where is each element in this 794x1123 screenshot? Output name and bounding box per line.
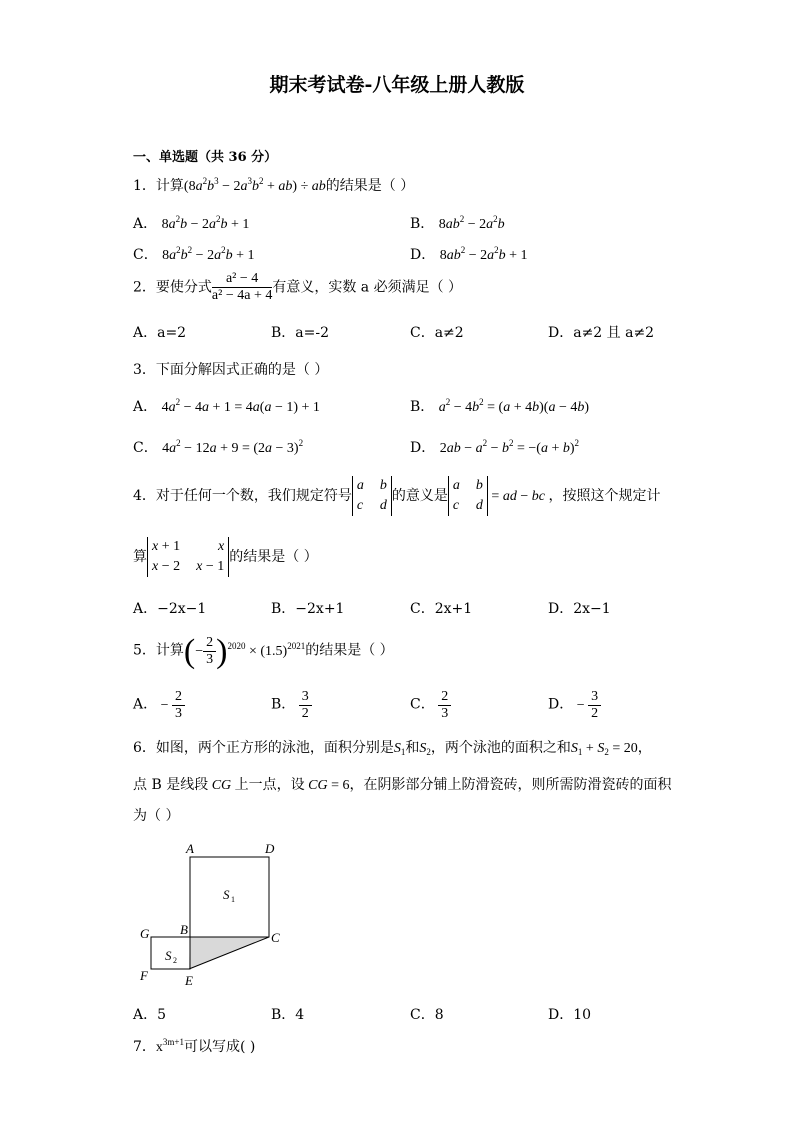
q4-option-d[interactable]: D．2x−1 [548,601,611,617]
q6-option-a[interactable]: A．5 [133,1007,167,1023]
square-s1 [190,857,269,937]
q4-determinant-symbol: a b c d [352,476,392,516]
q3-option-a[interactable]: A． $4a^2 - 4a + 1 = 4a(a - 1) + 1$ [133,397,320,415]
q5-expression: (− $\frac{2}{3}$ )$^{2020} \times (1.5)^{2021}$ [183,632,306,670]
q4-option-c[interactable]: C．2x+1 [410,601,473,617]
q5-option-b[interactable]: B． $\frac{3}{2}$ [271,689,312,722]
q2-fraction-numerator: a² − 4 [212,271,272,288]
q1-stem-post: 的结果是（ ） [325,178,415,194]
q1-option-b[interactable]: B． $8ab^2 - 2a^2b$ [410,214,505,232]
q7-exponent: 3m+1 [162,1037,184,1047]
question-5: 5．计算(− $\frac{2}{3}$ )$^{2020} \times (1.5)^{2021}$的结果是（ ） [133,632,394,670]
label-e: E [185,973,193,988]
q5-option-c[interactable]: C． $\frac{2}{3}$ [410,689,451,722]
q3-option-d[interactable]: D． $2ab - a^2 - b^2 = -(a + b)^2$ [410,438,580,456]
label-f: F [140,968,148,983]
q4-line-2: 算 x + 1 x x − 2 x − 1 的结果是（ ） [133,537,318,577]
q1-option-a[interactable]: A． $8a^2b - 2a^2b + 1$ [133,214,250,232]
label-s1-subscript: 1 [231,895,235,904]
q1-option-d[interactable]: D． $8ab^2 - 2a^2b + 1$ [410,245,528,263]
q4-option-b[interactable]: B．−2x+1 [271,601,345,617]
q6-option-b[interactable]: B．4 [271,1007,305,1023]
question-1 [133,175,414,195]
q4-determinant-expression: x + 1 x x − 2 x − 1 [147,537,229,577]
label-s2-subscript: 2 [173,956,177,965]
q5-option-a[interactable]: A． − $\frac{2}{3}$ [133,689,185,722]
q2-option-a[interactable]: A．a=2 [133,325,187,341]
label-d: D [265,841,275,856]
q6-pool-figure [130,838,290,998]
label-a: A [186,841,194,856]
section-heading: 一、单选题（共 36 分） [133,150,278,165]
q2-option-c[interactable]: C．a≠2 [410,325,464,341]
label-c: C [271,930,280,945]
question-3: 3．下面分解因式正确的是（ ） [133,362,329,378]
q5-option-d[interactable]: D． − $\frac{3}{2}$ [548,689,601,722]
label-s2: S [165,948,172,963]
q4-determinant-definition: a b c d [448,476,488,516]
question-6-line-3: 为（ ） [133,808,180,824]
q2-fraction [212,271,272,304]
label-b: B [180,922,188,937]
label-g: G [140,926,150,941]
question-6-line-1: 6．如图，两个正方形的泳池，面积分别是$S_1$和$S_2$，两个泳池的面积之和$S_1 + S_2 = 20$， [133,740,652,757]
q2-option-b[interactable]: B．a=-2 [271,325,330,341]
q3-option-c[interactable]: C． $4a^2 - 12a + 9 = (2a - 3)^2$ [133,438,304,456]
label-s1: S [223,887,230,902]
q2-fraction-denominator: a² − 4a + 4 [211,288,273,303]
question-4: 4．对于任何一个数，我们规定符号 a b c d 的意义是 a b c d = ad − bc ，按照这个规定计 [133,476,660,516]
q4-option-a[interactable]: A．−2x−1 [133,601,207,617]
q6-option-d[interactable]: D．10 [548,1007,592,1023]
q3-option-b[interactable]: B． $a^2 - 4b^2 = (a + 4b)(a - 4b)$ [410,397,590,415]
question-7: 7．$x^{3m+1}$可以写成( ) [133,1037,256,1055]
q2-option-d[interactable]: D．a≠2 且 a≠2 [548,325,655,341]
q1-stem-pre: 计算 [155,178,184,194]
q1-expression: $(8a^2b^3 - 2a^3b^2 + ab)$ ÷ ab [183,176,326,194]
q1-number: 1． [133,178,156,194]
q6-option-c[interactable]: C．8 [410,1007,444,1023]
q1-option-c[interactable]: C． $8a^2b^2 - 2a^2b + 1$ [133,245,255,263]
question-6-line-2: 点 B 是线段 CG 上一点，设 CG = 6，在阴影部分铺上防滑瓷砖，则所需防滑瓷砖的面积 [133,777,672,793]
page-title: 期末考试卷-八年级上册人教版 [269,74,525,96]
question-2: 2．要使分式 $\frac{\text{a² − 4}}{\text{a² − 4a + 4}}$ 有意义，实数 a 必须满足（ ） [133,271,463,303]
q7-base: x [155,1040,163,1055]
